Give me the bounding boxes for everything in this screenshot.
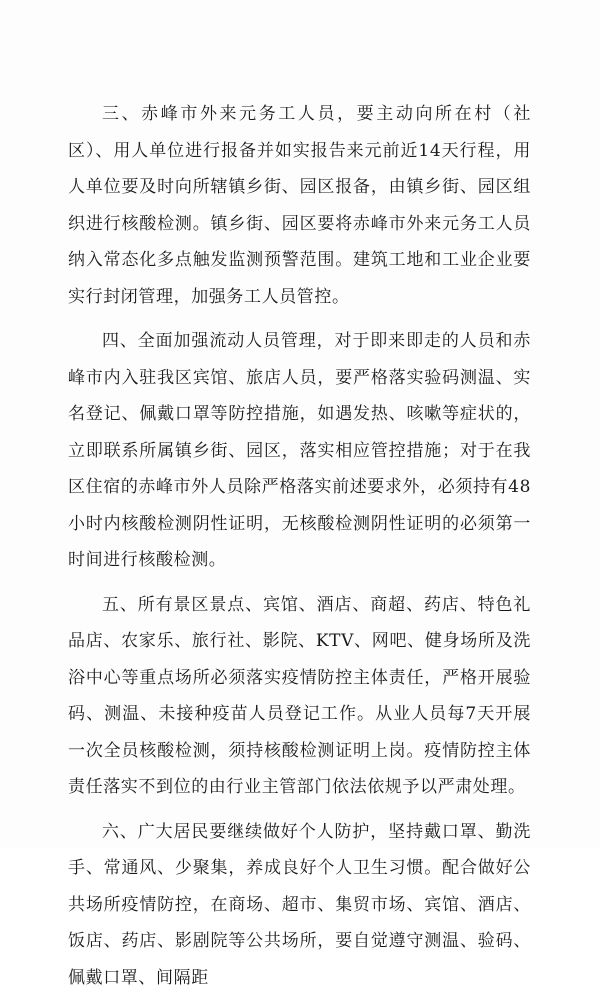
document-body (68, 96, 531, 1004)
paragraph-four: 四、全面加强流动人员管理，对于即来即走的人员和赤峰市内入驻我区宾馆、旅店人员，要严格落实验码测温、实名登记、佩戴口罩等防控措施，如遇发热、咳嗽等症状的，立即联系所属镇乡街、园区，落实相应管控措施；对于在我区住宿的赤峰市外人员除严格落实前述要求外，必须持有48小时内核酸检测阴性证明，无核酸检测阴性证明的必须第一时间进行核酸检测。 (68, 331, 531, 570)
paragraph-six: 六、广大居民要继续做好个人防护，坚持戴口罩、勤洗手、常通风、少聚集，养成良好个人卫生习惯。配合做好公共场所疫情防控，在商场、超市、集贸市场、宾馆、酒店、饭店、药店、影剧院等公共场所，要自觉遵守测温、验码、佩戴口罩、间隔距 (68, 821, 531, 988)
paragraph-five: 五、所有景区景点、宾馆、酒店、商超、药店、特色礼品店、农家乐、旅行社、影院、KTV、网吧、健身场所及洗浴中心等重点场所必须落实疫情防控主体责任，严格开展验码、测温、未接种疫苗人员登记工作。从业人员每7天开展一次全员核酸检测，须持核酸检测证明上岗。疫情防控主体责任落实不到位的由行业主管部门依法依规予以严肃处理。 (68, 594, 531, 797)
paragraph-three: 三、赤峰市外来元务工人员，要主动向所在村（社区）、用人单位进行报备并如实报告来元前近14天行程，用人单位要及时向所辖镇乡街、园区报备，由镇乡街、园区组织进行核酸检测。镇乡街、园区要将赤峰市外来元务工人员纳入常态化多点触发监测预警范围。建筑工地和工业企业要实行封闭管理，加强务工人员管控。 (68, 104, 531, 307)
